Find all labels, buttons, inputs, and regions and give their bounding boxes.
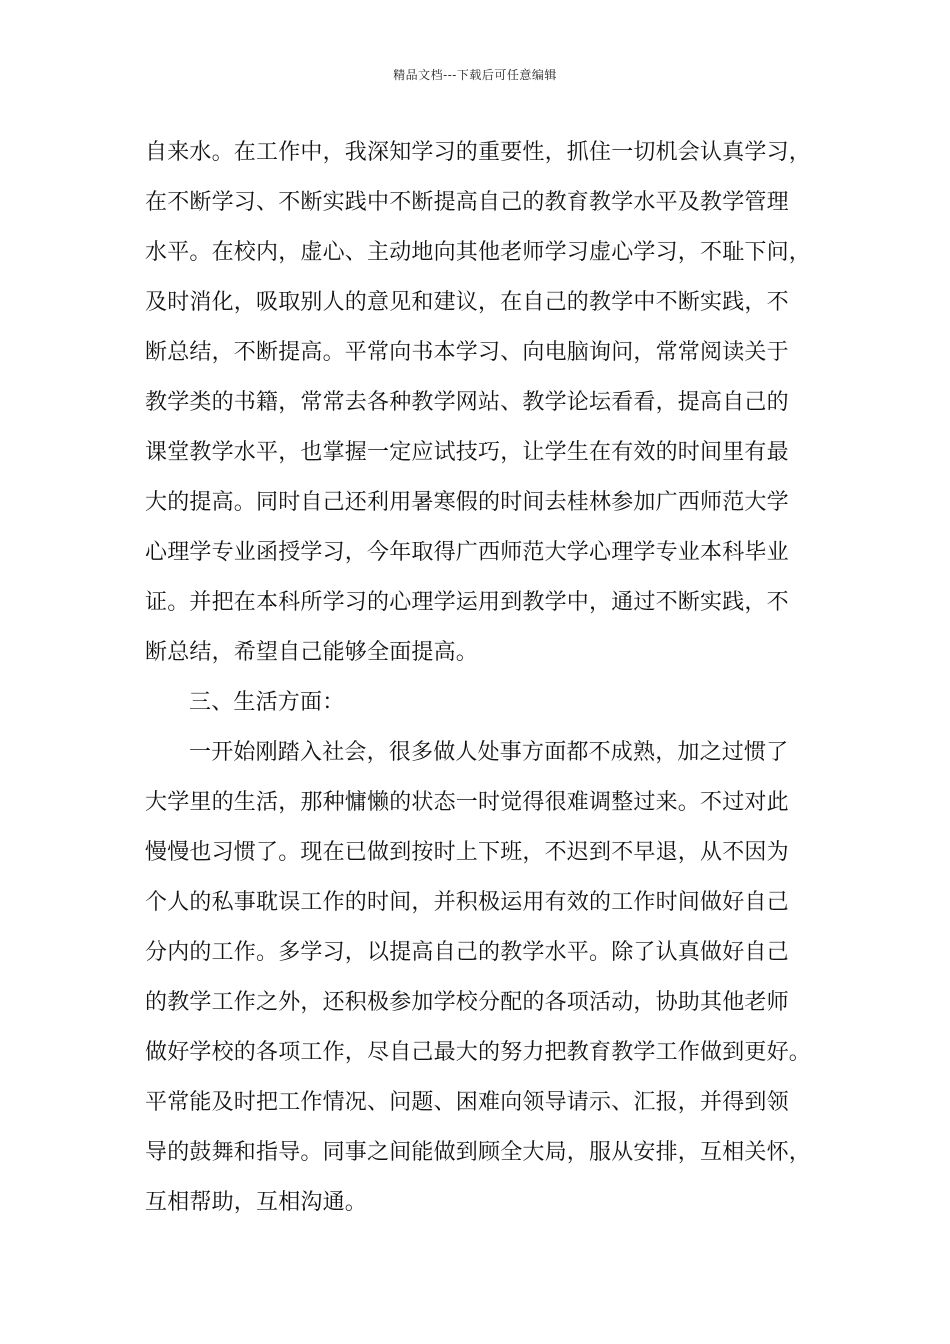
document-body xyxy=(145,128,825,1228)
text-line: 平常能及时把工作情况、问题、困难向领导请示、汇报，并得到领 xyxy=(145,1090,789,1115)
text-line: 大学里的生活，那种慵懒的状态一时觉得很难调整过来。不过对此 xyxy=(145,790,789,815)
text-line: 一开始刚踏入社会，很多做人处事方面都不成熟，加之过惯了 xyxy=(189,740,789,765)
text-line: 个人的私事耽误工作的时间，并积极运用有效的工作时间做好自己 xyxy=(145,890,789,915)
text-line: 断总结，希望自己能够全面提高。 xyxy=(145,640,479,665)
page-header: 精品文档---下载后可任意编辑 xyxy=(393,68,557,82)
text-line: 导的鼓舞和指导。同事之间能做到顾全大局，服从安排，互相关怀， xyxy=(145,1140,812,1165)
text-line: 断总结，不断提高。平常向书本学习、向电脑询问，常常阅读关于 xyxy=(145,340,789,365)
text-line: 的教学工作之外，还积极参加学校分配的各项活动，协助其他老师 xyxy=(145,990,789,1015)
text-line: 慢慢也习惯了。现在已做到按时上下班，不迟到不早退，从不因为 xyxy=(145,840,789,865)
section-heading: 三、生活方面： xyxy=(189,690,345,715)
text-line: 课堂教学水平，也掌握一定应试技巧，让学生在有效的时间里有最 xyxy=(145,440,789,465)
text-line: 在不断学习、不断实践中不断提高自己的教育教学水平及教学管理 xyxy=(145,190,789,215)
text-line: 互相帮助，互相沟通。 xyxy=(145,1190,368,1215)
text-line: 自来水。在工作中，我深知学习的重要性，抓住一切机会认真学习， xyxy=(145,140,812,165)
text-line: 做好学校的各项工作，尽自己最大的努力把教育教学工作做到更好。 xyxy=(145,1040,812,1065)
text-line: 心理学专业函授学习，今年取得广西师范大学心理学专业本科毕业 xyxy=(145,540,789,565)
text-line: 水平。在校内，虚心、主动地向其他老师学习虚心学习，不耻下问， xyxy=(145,240,812,265)
text-line: 及时消化，吸取别人的意见和建议，在自己的教学中不断实践，不 xyxy=(145,290,789,315)
text-line: 教学类的书籍，常常去各种教学网站、教学论坛看看，提高自己的 xyxy=(145,390,789,415)
text-line: 分内的工作。多学习，以提高自己的教学水平。除了认真做好自己 xyxy=(145,940,789,965)
text-line: 大的提高。同时自己还利用暑寒假的时间去桂林参加广西师范大学 xyxy=(145,490,789,515)
text-line: 证。并把在本科所学习的心理学运用到教学中，通过不断实践，不 xyxy=(145,590,789,615)
